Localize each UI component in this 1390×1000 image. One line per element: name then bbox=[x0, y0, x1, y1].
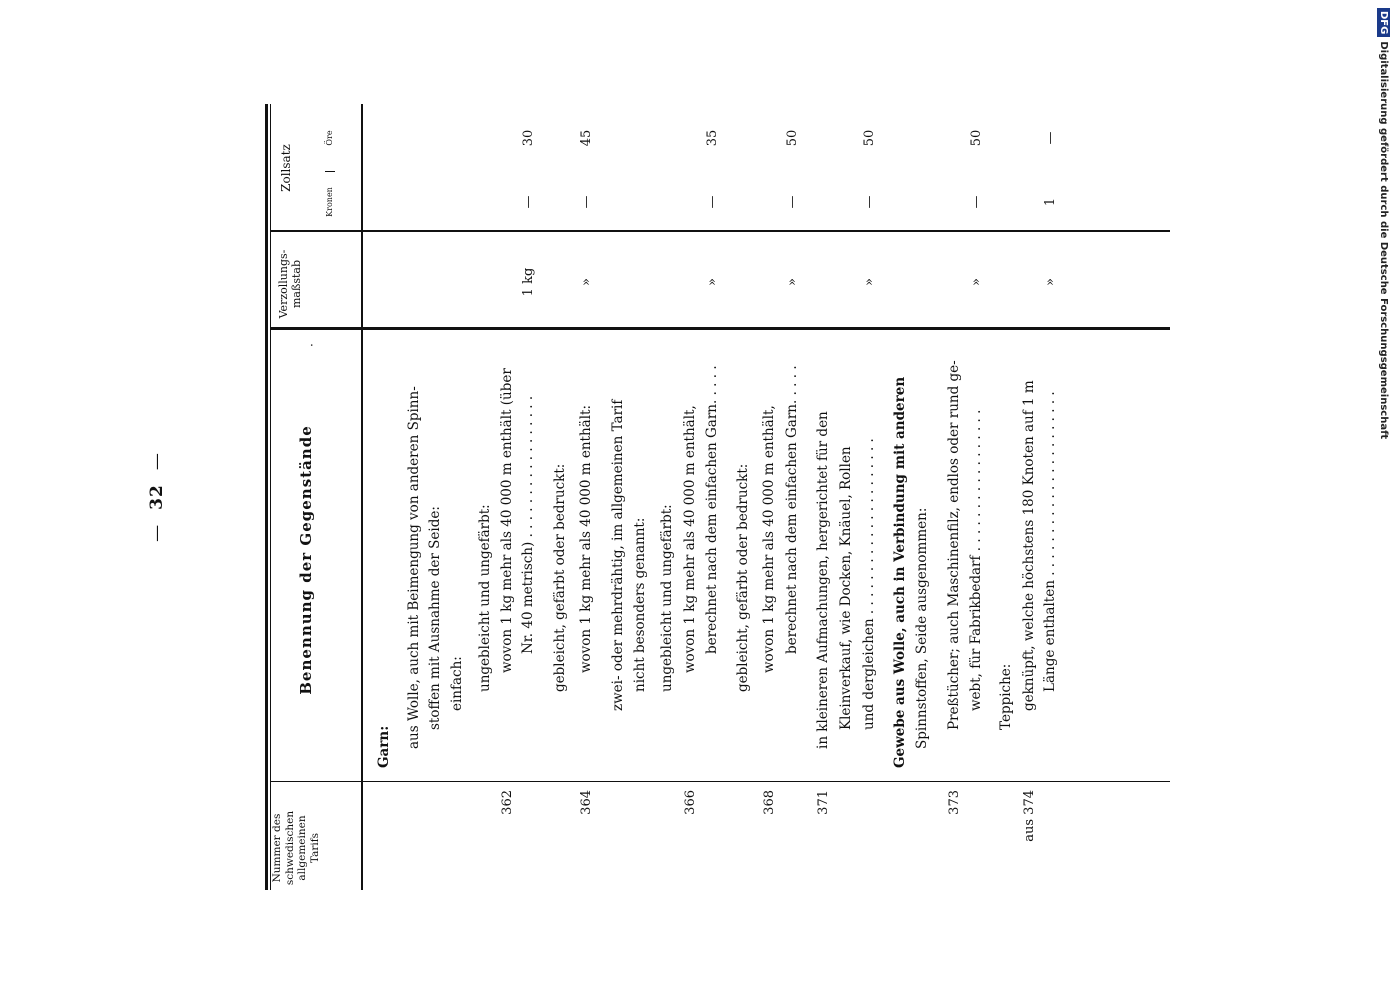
duty-unit: » bbox=[785, 278, 800, 286]
item-description: berechnet nach dem einfachen Garn. . . . . bbox=[784, 365, 800, 654]
table-row bbox=[479, 104, 499, 890]
item-description: Teppiche: bbox=[998, 663, 1014, 730]
item-description: geknüpft, welche höchstens 180 Knoten auf 1 m bbox=[1021, 380, 1037, 711]
item-description: gebleicht, gefärbt oder bedruckt: bbox=[735, 463, 751, 692]
duty-ore: — bbox=[1043, 131, 1058, 145]
item-description: stoffen mit Ausnahme der Seide: bbox=[427, 506, 443, 730]
table-top-rule-thin bbox=[270, 104, 271, 890]
duty-kronen: — bbox=[521, 195, 536, 209]
item-description: Gewebe aus Wolle, auch in Verbindung mit anderen bbox=[892, 376, 908, 768]
header-duty-col: Zollsatz bbox=[279, 144, 293, 192]
table-row bbox=[1023, 104, 1043, 890]
table-row bbox=[408, 104, 428, 890]
table-row bbox=[737, 104, 757, 890]
table-row bbox=[1000, 104, 1020, 890]
item-description: nicht besonders genannt: bbox=[632, 517, 648, 692]
duty-ore: 50 bbox=[862, 129, 877, 147]
tariff-number: 362 bbox=[500, 790, 515, 815]
item-description: wovon 1 kg mehr als 40 000 m enthält (über bbox=[499, 368, 515, 673]
header-duty-ore: Öre bbox=[325, 130, 334, 146]
duty-ore: 30 bbox=[521, 129, 536, 147]
table-row bbox=[970, 104, 990, 890]
duty-sub-rule bbox=[325, 171, 335, 172]
item-description: gebleicht, gefärbt oder bedruckt: bbox=[552, 463, 568, 692]
table-row bbox=[786, 104, 806, 890]
header-unit-col: Verzollungs-maßstab bbox=[277, 249, 304, 319]
tariff-number: 364 bbox=[579, 790, 594, 815]
table-row bbox=[522, 104, 542, 890]
item-description: wovon 1 kg mehr als 40 000 m enthält: bbox=[578, 405, 594, 673]
table-row bbox=[840, 104, 860, 890]
table-row bbox=[580, 104, 600, 890]
table-row bbox=[1044, 104, 1064, 890]
duty-unit: » bbox=[969, 278, 984, 286]
table-row bbox=[706, 104, 726, 890]
duty-ore: 45 bbox=[579, 129, 594, 147]
item-description: und dergleichen . . . . . . . . . . . . . . . . . . . . . bbox=[861, 438, 877, 730]
header-description-col: Benennung der Gegenstände bbox=[297, 425, 315, 695]
tariff-number: 373 bbox=[947, 790, 962, 815]
table-row bbox=[501, 104, 521, 890]
table-row bbox=[948, 104, 968, 890]
duty-kronen: — bbox=[705, 195, 720, 209]
dfg-stamp bbox=[1377, 8, 1390, 439]
table-row bbox=[634, 104, 654, 890]
tariff-number: aus 374 bbox=[1022, 790, 1037, 842]
table-row bbox=[763, 104, 783, 890]
item-description: Länge enthalten . . . . . . . . . . . . . . . . . . . . . . bbox=[1042, 391, 1058, 692]
item-description: zwei- oder mehrdrähtig, im allgemeinen Tarif bbox=[610, 399, 626, 711]
item-description: webt, für Fabrikbedarf . . . . . . . . . . . . . . . . . bbox=[968, 409, 984, 711]
item-description: Garn: bbox=[376, 725, 392, 768]
header-number-col: Nummer des schwedischen allgemeinen Tarifs bbox=[271, 810, 321, 886]
tariff-number: 366 bbox=[683, 790, 698, 815]
duty-unit: » bbox=[705, 278, 720, 286]
item-description: wovon 1 kg mehr als 40 000 m enthält, bbox=[682, 405, 698, 673]
duty-ore: 50 bbox=[785, 129, 800, 147]
item-description: Kleinverkauf, wie Docken, Knäuel, Rollen bbox=[838, 446, 854, 730]
table-row bbox=[916, 104, 936, 890]
duty-ore: 35 bbox=[705, 129, 720, 147]
duty-kronen: — bbox=[969, 195, 984, 209]
item-description: einfach: bbox=[449, 656, 465, 711]
table-row bbox=[894, 104, 914, 890]
page-number: —32— bbox=[147, 452, 167, 542]
page-number-value: 32 bbox=[147, 484, 167, 510]
item-description: Preßtücher; auch Maschinenfilz, endlos oder rund ge- bbox=[946, 360, 962, 730]
table-row bbox=[661, 104, 681, 890]
item-description: berechnet nach dem einfachen Garn. . . . . bbox=[704, 365, 720, 654]
item-description: Nr. 40 metrisch) . . . . . . . . . . . . . . . . . bbox=[520, 395, 536, 654]
table-row bbox=[554, 104, 574, 890]
dfg-credit-text: Digitalisierung gefördert durch die Deutsche Forschungsgemeinschaft bbox=[1378, 41, 1389, 440]
item-description: ungebleicht und ungefärbt: bbox=[659, 504, 675, 692]
table-row bbox=[817, 104, 837, 890]
duty-kronen: — bbox=[579, 195, 594, 209]
item-description: Spinnstoffen, Seide ausgenommen: bbox=[914, 507, 930, 749]
item-description: in kleineren Aufmachungen, hergerichtet für den bbox=[815, 411, 831, 749]
tariff-number: 371 bbox=[816, 790, 831, 815]
duty-unit: 1 kg bbox=[521, 267, 536, 297]
table-row bbox=[451, 104, 471, 890]
header-duty-kronen: Kronen bbox=[325, 187, 334, 217]
table-row bbox=[378, 104, 398, 890]
duty-unit: » bbox=[862, 278, 877, 286]
duty-kronen: — bbox=[785, 195, 800, 209]
item-description: ungebleicht und ungefärbt: bbox=[477, 504, 493, 692]
item-description: aus Wolle, auch mit Beimengung von anderen Spinn- bbox=[406, 386, 422, 749]
duty-unit: » bbox=[1043, 278, 1058, 286]
table-top-rule bbox=[265, 104, 268, 890]
duty-ore: 50 bbox=[969, 129, 984, 147]
item-description: wovon 1 kg mehr als 40 000 m enthält, bbox=[761, 405, 777, 673]
duty-unit: » bbox=[579, 278, 594, 286]
table-row bbox=[429, 104, 449, 890]
duty-kronen: 1 bbox=[1043, 197, 1058, 207]
dfg-logo: DFG bbox=[1377, 8, 1390, 37]
table-row bbox=[684, 104, 704, 890]
duty-kronen: — bbox=[862, 195, 877, 209]
tariff-table: Nummer des schwedischen allgemeinen Tarifs Benennung der Gegenstände · Verzollungs-maßstab Zollsatz Kronen Öre Garn: aus Wolle, auch mit Beimengung von anderen Spinn- stoffen mit Ausnahme der Seide: einfach: ungebleicht und ungefärbt: 362 wovon 1 kg mehr als 40 000 m enthält (über Nr. 40 metrisch) . . . . . . . . . . . . . . . . . 1 kg — 30 gebleicht, gefärbt oder bedruckt: 364 wovon 1 kg mehr als 40 000 m enthält: » — 45 zwei- oder mehrdrähtig, im allgemeinen Tarif nicht besonders genannt: ungebleicht und ungefärbt: 366 wovon 1 kg mehr als 40 000 m enthält, berechnet nach dem einfachen Garn. . . . . » — 35 gebleicht, gefärbt oder bedruckt: 368 wovon 1 kg mehr als 40 000 m enthält, berechnet nach dem einfachen Garn. . . . . » — 50 371 in kleineren Aufmachungen, hergerichtet für den Kleinverkauf, wie Docken, Knäuel, Rollen und dergleichen . . . . . . . . . . . . . . . . . . . . . » — 50 Gewebe aus Wolle, auch in Verbindung mit anderen Spinnstoffen, Seide ausgenommen: 373 Preßtücher; auch Maschinenfilz, endlos oder rund ge- webt, für Fabrikbedarf . . . . . . . . . . . . . . . . . » — 50 Teppiche: aus 374 geknüpft, welche höchstens 180 Knoten auf 1 m Länge enthalten . . . . . . . . . . . . . . . . . . . . . . » 1 — bbox=[265, 104, 1170, 890]
header-bottom-rule bbox=[361, 104, 363, 890]
tariff-number: 368 bbox=[762, 790, 777, 815]
table-row bbox=[612, 104, 632, 890]
table-row bbox=[863, 104, 883, 890]
